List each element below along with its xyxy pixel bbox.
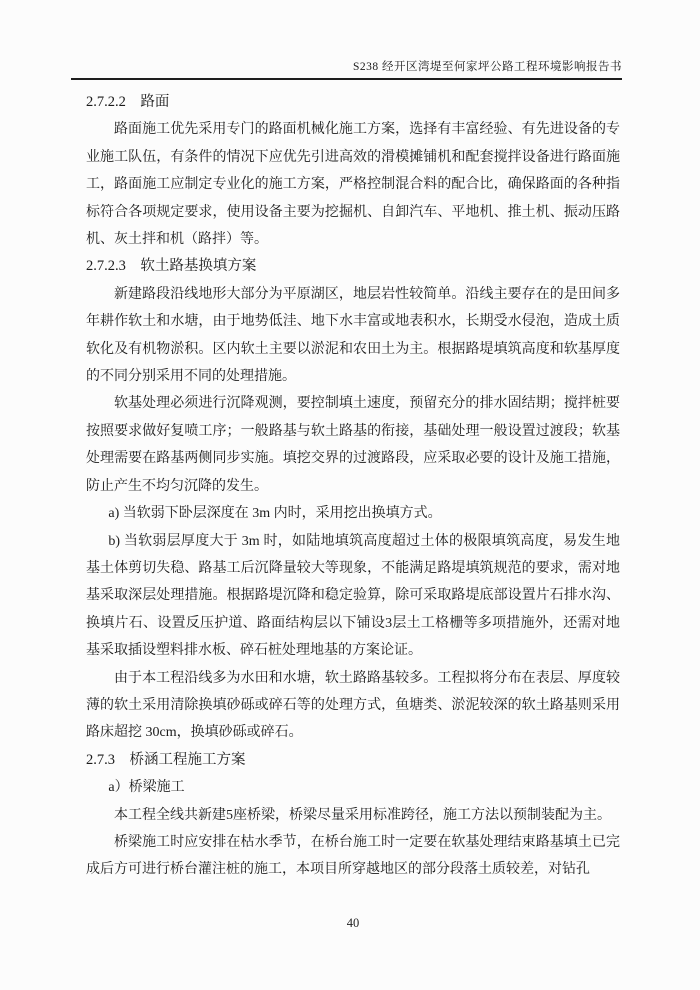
paragraph-bridge-count: 本工程全线共新建5座桥梁，桥梁尽量采用标准跨径，施工方法以预制装配为主。 (114, 807, 611, 823)
list-item-a-shallow-layer: a) 当软弱下卧层深度在 3m 内时，采用挖出换填方式。 (108, 506, 442, 522)
page-body (86, 89, 620, 884)
page-footer (86, 916, 620, 931)
section-heading-bridge-culvert: 2.7.3 桥涵工程施工方案 (86, 751, 246, 768)
paragraph-pavement-construction: 路面施工优先采用专门的路面机械化施工方案，选择有丰富经验、有先进设备的专业施工队伍，有条件的情况下应优先引进高效的滑模摊铺机和配套搅拌设备进行路面施工，路面施工应制定专业化的施工方案，严格控制混合料的配合比，确保路面的各种指标符合各项规定要求，使用设备主要为挖掘机、自卸汽车、平地机、推土机、振动压路机、灰土拌和机（路拌）等。 (86, 122, 620, 248)
section-heading-pavement: 2.7.2.2 路面 (86, 94, 170, 110)
page-number: 40 (346, 916, 360, 930)
paragraph-replacement-method: 由于本工程沿线多为水田和水塘，软土路路基较多。工程拟将分布在表层、厚度较薄的软土采用清除换填砂砾或碎石等的处理方式，鱼塘类、淤泥较深的软土路基则采用路床超挖 30cm，换填砂砾或碎石。 (86, 670, 620, 741)
report-title: S238 经开区湾堤至何家坪公路工程环境影响报告书 (352, 61, 622, 73)
paragraph-terrain-overview: 新建路段沿线地形大部分为平原湖区，地层岩性较简单。沿线主要存在的是田间多年耕作软土和水塘，由于地势低洼、地下水丰富或地表积水，长期受水侵泡，造成土质软化及有机物淤积。区内软土主要以淤泥和农田土为主。根据路堤填筑高度和软基厚度的不同分别采用不同的处理措施。 (86, 286, 620, 385)
sub-item-bridge-construction: a）桥梁施工 (108, 780, 185, 796)
section-heading-soft-subgrade: 2.7.2.3 软土路基换填方案 (86, 258, 257, 275)
page-header (71, 58, 622, 80)
paragraph-soft-foundation-treatment: 软基处理必须进行沉降观测，要控制填土速度，预留充分的排水固结期；搅拌桩要按照要求做好复喷工序；一般路基与软土路基的衔接，基础处理一般设置过渡段；软基处理需要在路基两侧同步实施。填挖交界的过渡路段，应采取必要的设计及施工措施，防止产生不均匀沉降的发生。 (86, 396, 620, 494)
list-item-b-deep-layer: b) 当软弱层厚度大于 3m 时，如陆地填筑高度超过土体的极限填筑高度，易发生地基土体剪切失稳、路基工后沉降量较大等现象，不能满足路堤填筑规范的要求，需对地基采取深层处理措施。根据路堤沉降和稳定验算，除可采取路堤底部设置片石排水沟、换填片石、设置反压护道、路面结构层以下铺设3层土工格栅等多项措施外，还需对地基采取插设塑料排水板、碎石桩处理地基的方案论证。 (86, 533, 620, 659)
paragraph-bridge-schedule: 桥梁施工时应安排在枯水季节，在桥台施工时一定要在软基处理结束路基填土已完成后方可进行桥台灌注桩的施工，本项目所穿越地区的部分段落土质较差，对钻孔 (86, 834, 620, 878)
